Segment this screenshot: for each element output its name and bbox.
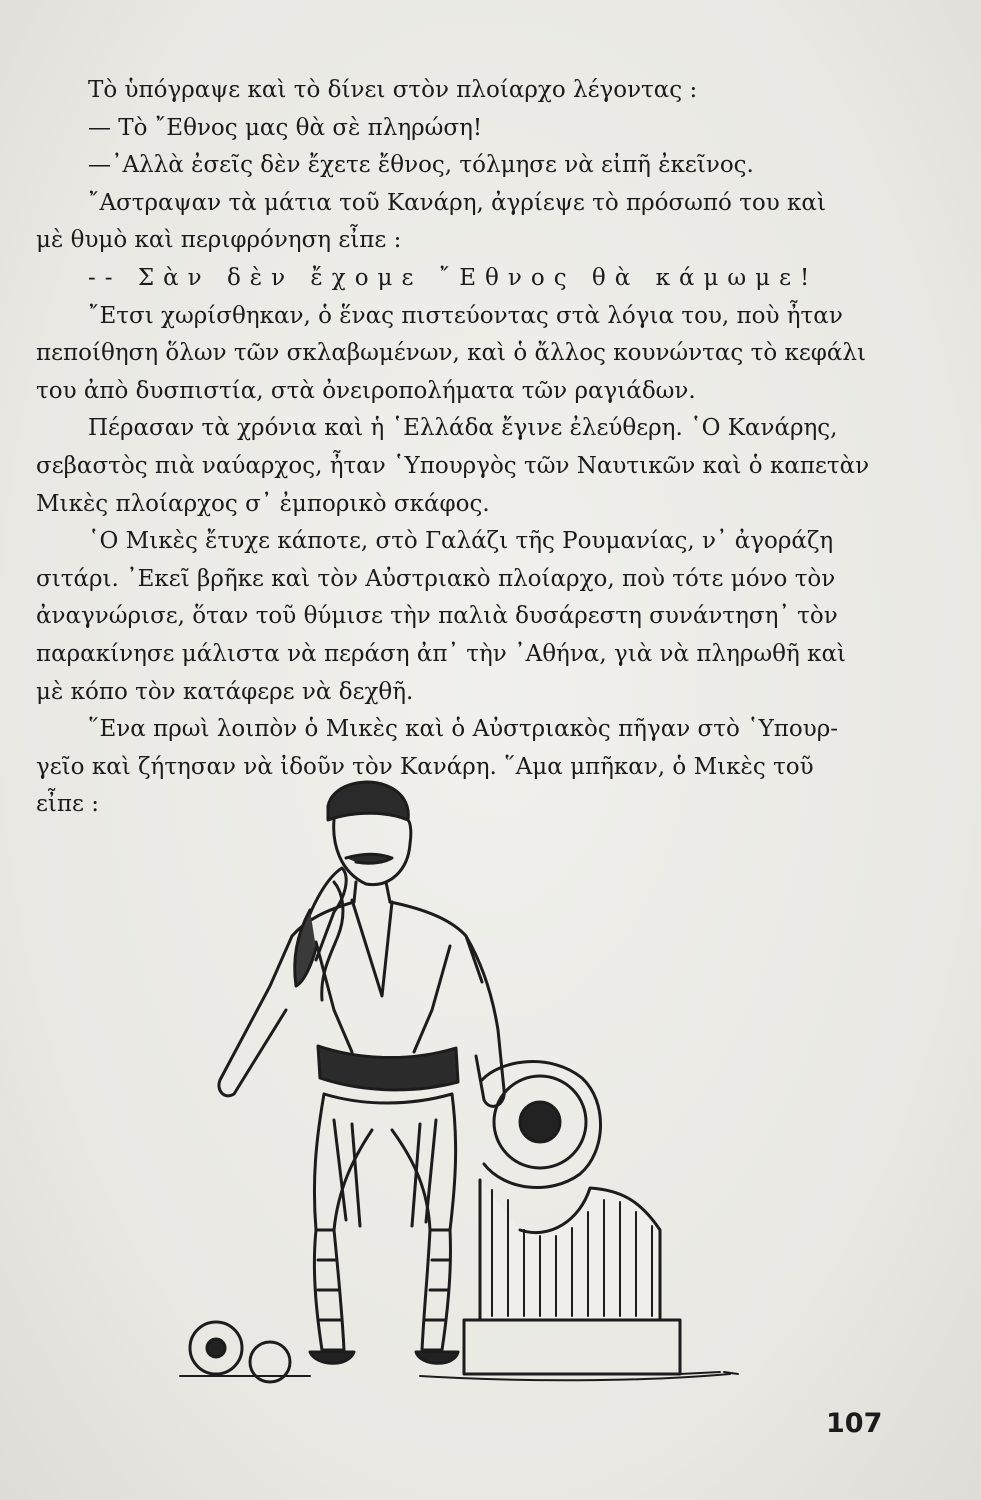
text-line: σεβαστὸς πιὰ ναύαρχος, ἦταν ῾Υπουργὸς τῶν Ναυτικῶν καὶ ὁ καπετὰν [36,452,870,479]
text-line: Πέρασαν τὰ χρόνια καὶ ἡ ῾Ελλάδα ἔγινε ἐλεύθερη. ῾Ο Κανάρης, [88,415,838,442]
text-line: Τὸ ὑπόγραψε καὶ τὸ δίνει στὸν πλοίαρχο λέγοντας : [88,77,698,103]
page-number: 107 [826,1408,883,1439]
text-line: παρακίνησε μάλιστα νὰ περάση ἀπ᾿ τὴν ᾿Αθήνα, γιὰ νὰ πληρωθῆ καὶ [36,640,846,667]
text-line: γεῖο καὶ ζήτησαν νὰ ἰδοῦν τὸν Κανάρη. ῞Αμα μπῆκαν, ὁ Μικὲς τοῦ [36,753,814,780]
text-line: ῾Ο Μικὲς ἔτυχε κάποτε, στὸ Γαλάζι τῆς Ρουμανίας, ν᾿ ἀγοράζη [88,528,834,555]
text-line: σιτάρι. ᾿Εκεῖ βρῆκε καὶ τὸν Αὐστριακὸ πλοίαρχο, ποὺ τότε μόνο τὸν [36,565,836,592]
text-line: εἶπε : [36,791,100,818]
man-with-cannon-illustration [120,760,780,1410]
text-line: ῞Ενα πρωὶ λοιπὸν ὁ Μικὲς καὶ ὁ Αὐστριακὸς πῆγαν στὸ ῾Υπουρ- [88,716,839,743]
text-line: — Τὸ ῎Εθνος μας θὰ σὲ πληρώση! [88,114,483,141]
text-line: του ἀπὸ δυσπιστία, στὰ ὀνειροπολήματα τῶν ραγιάδων. [36,377,696,404]
text-line: —᾿Αλλὰ ἐσεῖς δὲν ἔχετε ἔθνος, τόλμησε νὰ εἰπῆ ἐκεῖνος. [88,152,754,179]
text-line-emphasis: -- Σὰν δὲν ἔχομε ῎Εθνος θὰ κάμωμε! [88,264,819,291]
text-line: πεποίθηση ὅλων τῶν σκλαβωμένων, καὶ ὁ ἄλλος κουνώντας τὸ κεφάλι [36,340,867,367]
text-line: ῎Αστραψαν τὰ μάτια τοῦ Κανάρη, ἀγρίεψε τὸ πρόσωπό του καὶ [88,189,826,216]
text-line: μὲ θυμὸ καὶ περιφρόνηση εἶπε : [36,227,402,254]
text-line: ἀναγνώρισε, ὅταν τοῦ θύμισε τὴν παλιὰ δυσάρεστη συνάντηση᾿ τὸν [36,603,838,630]
text-line: ῎Ετσι χωρίσθηκαν, ὁ ἕνας πιστεύοντας στὰ λόγια του, ποὺ ἦταν [88,302,843,329]
text-line: μὲ κόπο τὸν κατάφερε νὰ δεχθῆ. [36,678,414,705]
text-line: Μικὲς πλοίαρχος σ᾿ ἐμπορικὸ σκάφος. [36,490,490,517]
body-text [36,72,870,824]
